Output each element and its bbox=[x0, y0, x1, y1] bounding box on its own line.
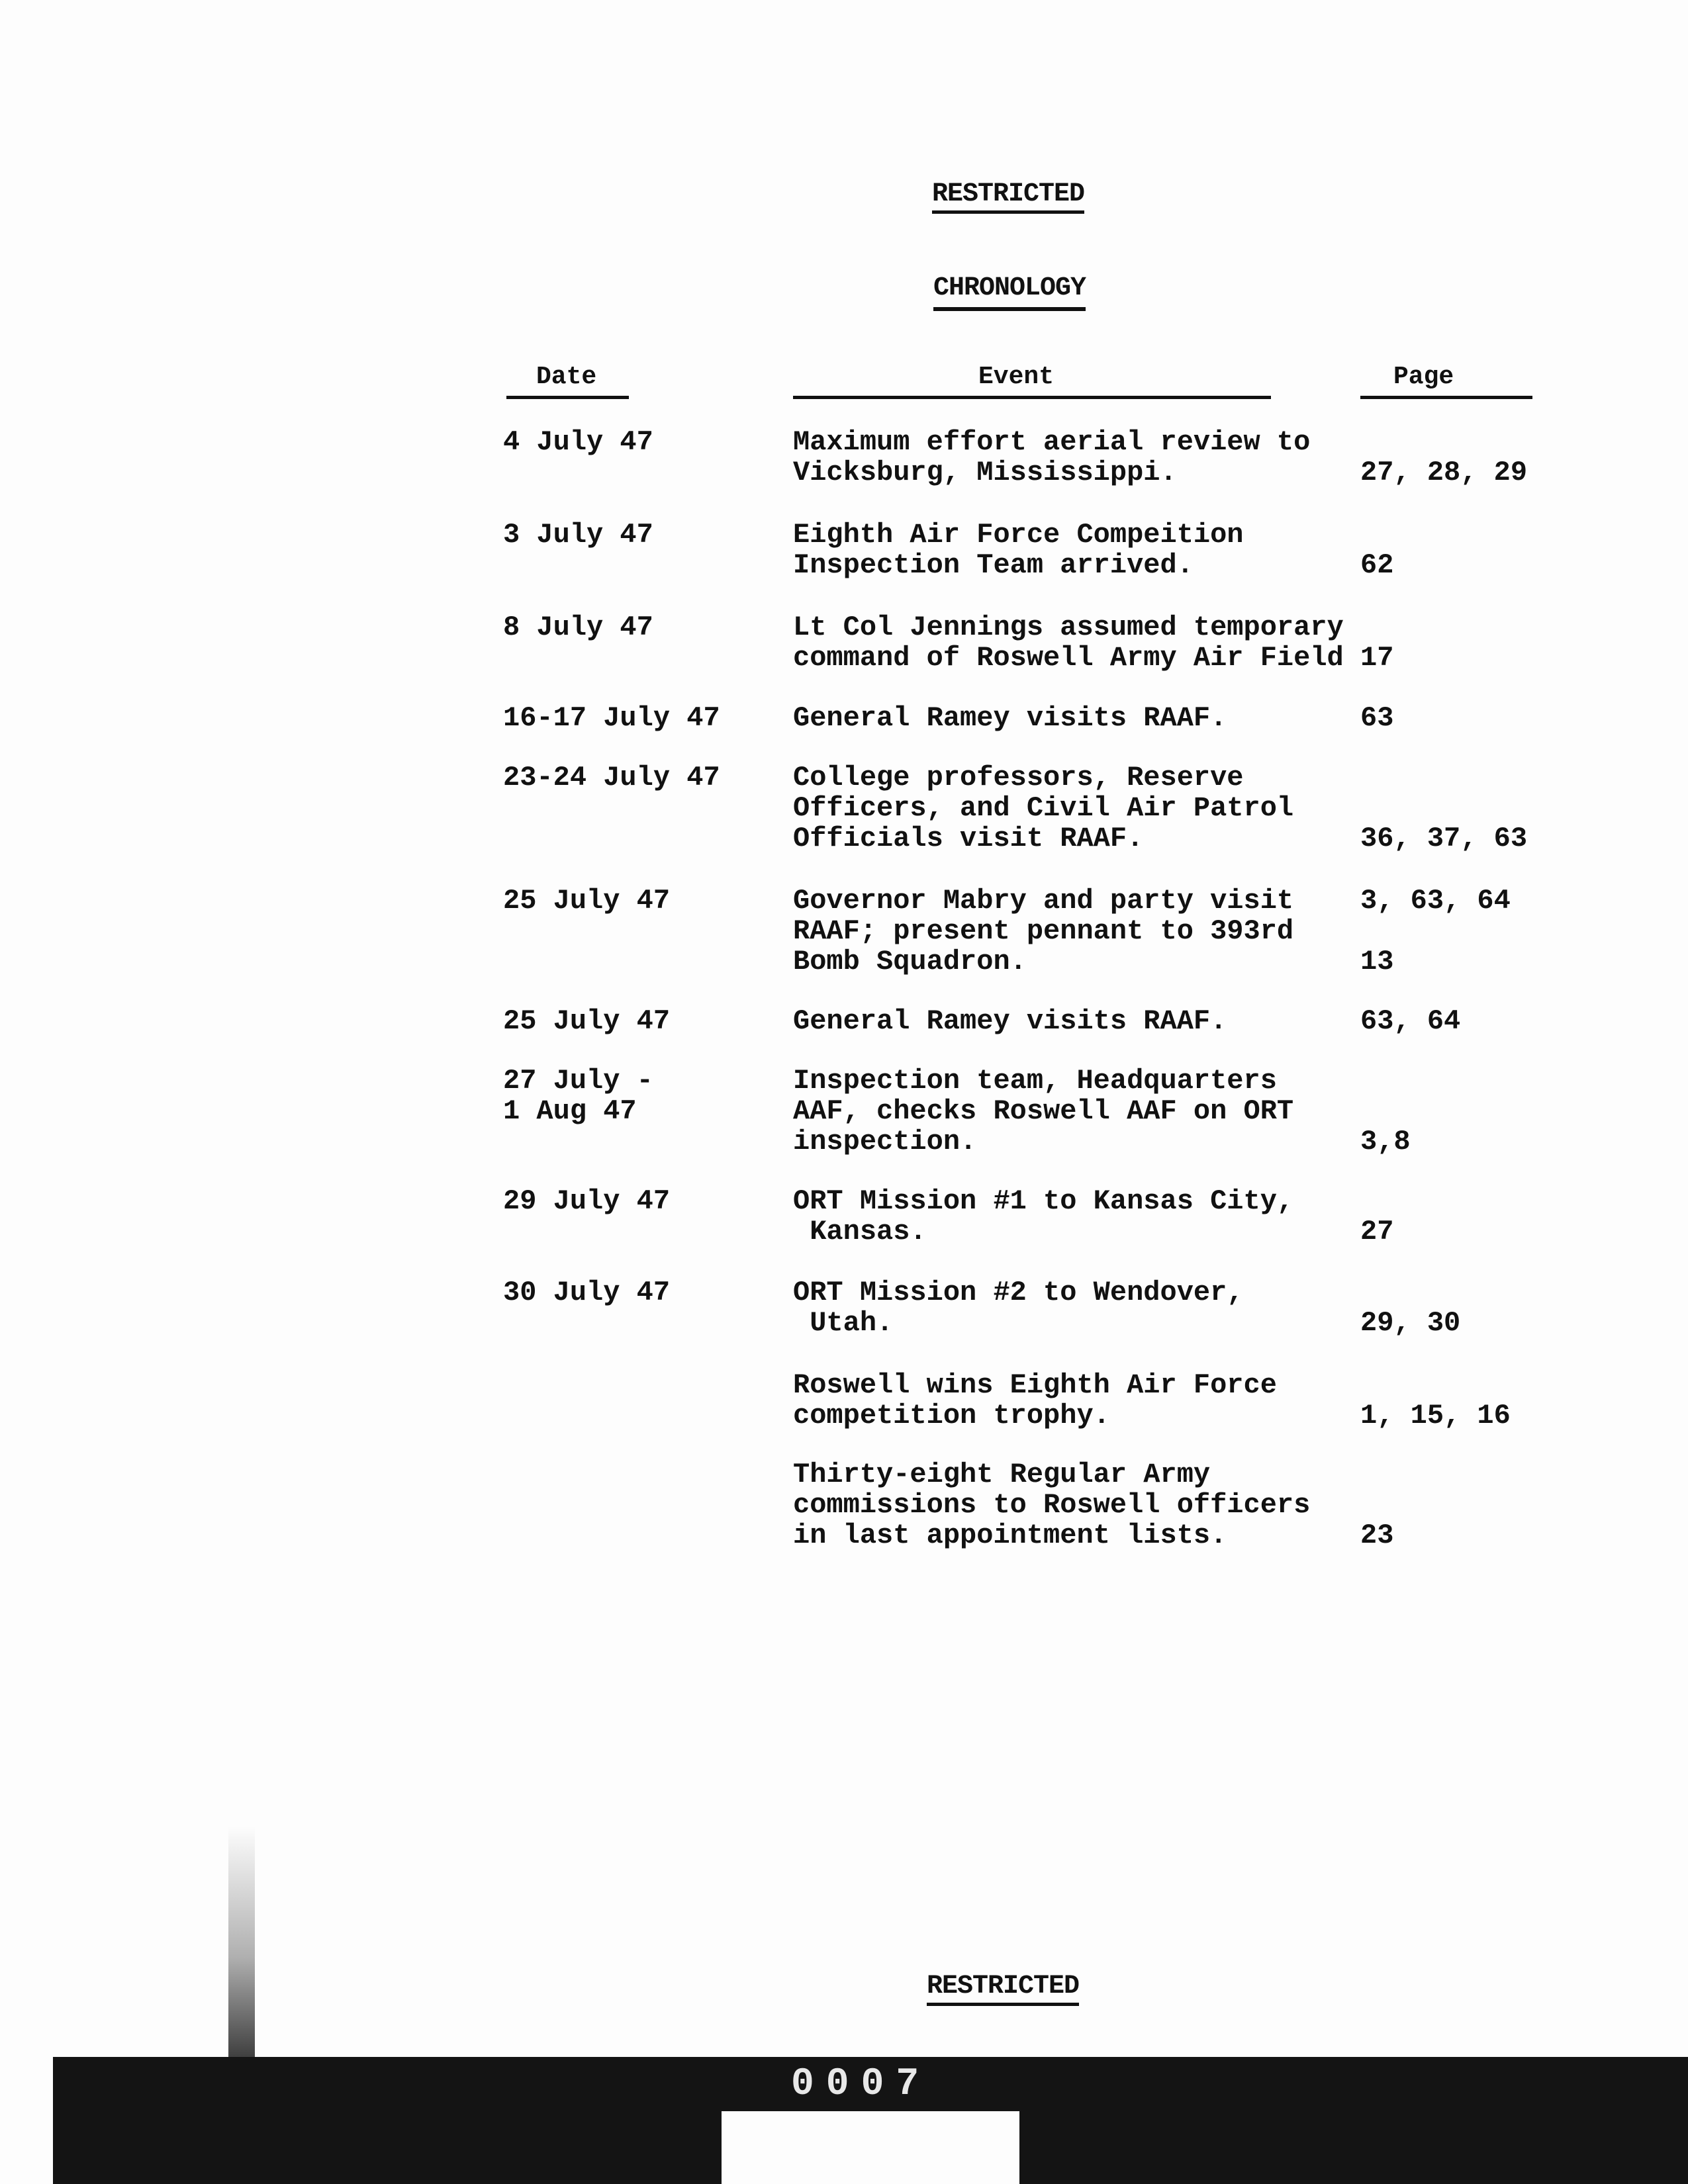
row-date: 25 July 47 bbox=[503, 1005, 671, 1037]
row-date: 23-24 July 47 bbox=[503, 762, 720, 794]
row-event: Inspection team, Headquarters AAF, checks Roswell AAF on ORT inspection. bbox=[793, 1065, 1294, 1158]
page-title: CHRONOLOGY bbox=[933, 274, 1086, 311]
row-event: ORT Mission #2 to Wendover, Utah. bbox=[793, 1277, 1244, 1339]
row-page: 62 bbox=[1360, 549, 1394, 581]
restricted-marking-bottom: RESTRICTED bbox=[927, 1972, 1079, 2006]
row-page: 27, 28, 29 bbox=[1360, 457, 1528, 488]
row-page: 1, 15, 16 bbox=[1360, 1400, 1511, 1432]
row-page: 3,8 bbox=[1360, 1126, 1411, 1158]
column-rule-event bbox=[793, 396, 1271, 399]
row-page: 63 bbox=[1360, 702, 1394, 734]
row-page: 23 bbox=[1360, 1520, 1394, 1551]
row-event: ORT Mission #1 to Kansas City, Kansas. bbox=[793, 1185, 1294, 1248]
row-event: Thirty-eight Regular Army commissions to Roswell officers in last appointment lists. bbox=[793, 1459, 1311, 1551]
row-date: 3 July 47 bbox=[503, 519, 653, 551]
row-date: 25 July 47 bbox=[503, 885, 671, 917]
row-event: College professors, Reserve Officers, and Civil Air Patrol Officials visit RAAF. bbox=[793, 762, 1294, 854]
row-event: General Ramey visits RAAF. bbox=[793, 702, 1227, 734]
row-page: 27 bbox=[1360, 1216, 1394, 1248]
row-date: 30 July 47 bbox=[503, 1277, 671, 1308]
column-header-date: Date bbox=[536, 363, 597, 391]
row-date: 16-17 July 47 bbox=[503, 702, 720, 734]
column-rule-date bbox=[506, 396, 629, 399]
row-event: Maximum effort aerial review to Vicksburg, Mississippi. bbox=[793, 426, 1311, 488]
row-page: 3, 63, 64 13 bbox=[1360, 885, 1511, 978]
column-header-event: Event bbox=[978, 363, 1055, 391]
row-date: 27 July - 1 Aug 47 bbox=[503, 1065, 653, 1127]
film-smudge bbox=[228, 1827, 255, 2065]
row-date: 29 July 47 bbox=[503, 1185, 671, 1217]
row-date: 8 July 47 bbox=[503, 612, 653, 643]
row-page: 63, 64 bbox=[1360, 1005, 1461, 1037]
row-date: 4 July 47 bbox=[503, 426, 653, 458]
row-page: 36, 37, 63 bbox=[1360, 823, 1528, 854]
row-event: Governor Mabry and party visit RAAF; present pennant to 393rd Bomb Squadron. bbox=[793, 885, 1294, 978]
row-event: Roswell wins Eighth Air Force competition trophy. bbox=[793, 1369, 1277, 1432]
column-rule-page bbox=[1360, 396, 1532, 399]
film-frame-number: 0007 bbox=[791, 2063, 931, 2106]
row-page: 29, 30 bbox=[1360, 1307, 1461, 1339]
row-event: General Ramey visits RAAF. bbox=[793, 1005, 1227, 1037]
restricted-marking-top: RESTRICTED bbox=[932, 180, 1084, 214]
row-page: 17 bbox=[1360, 642, 1394, 674]
row-event: Eighth Air Force Compeition Inspection Team arrived. bbox=[793, 519, 1244, 581]
column-header-page: Page bbox=[1393, 363, 1454, 391]
film-notch bbox=[722, 2111, 1019, 2184]
row-event: Lt Col Jennings assumed temporary command of Roswell Army Air Field bbox=[793, 612, 1344, 674]
